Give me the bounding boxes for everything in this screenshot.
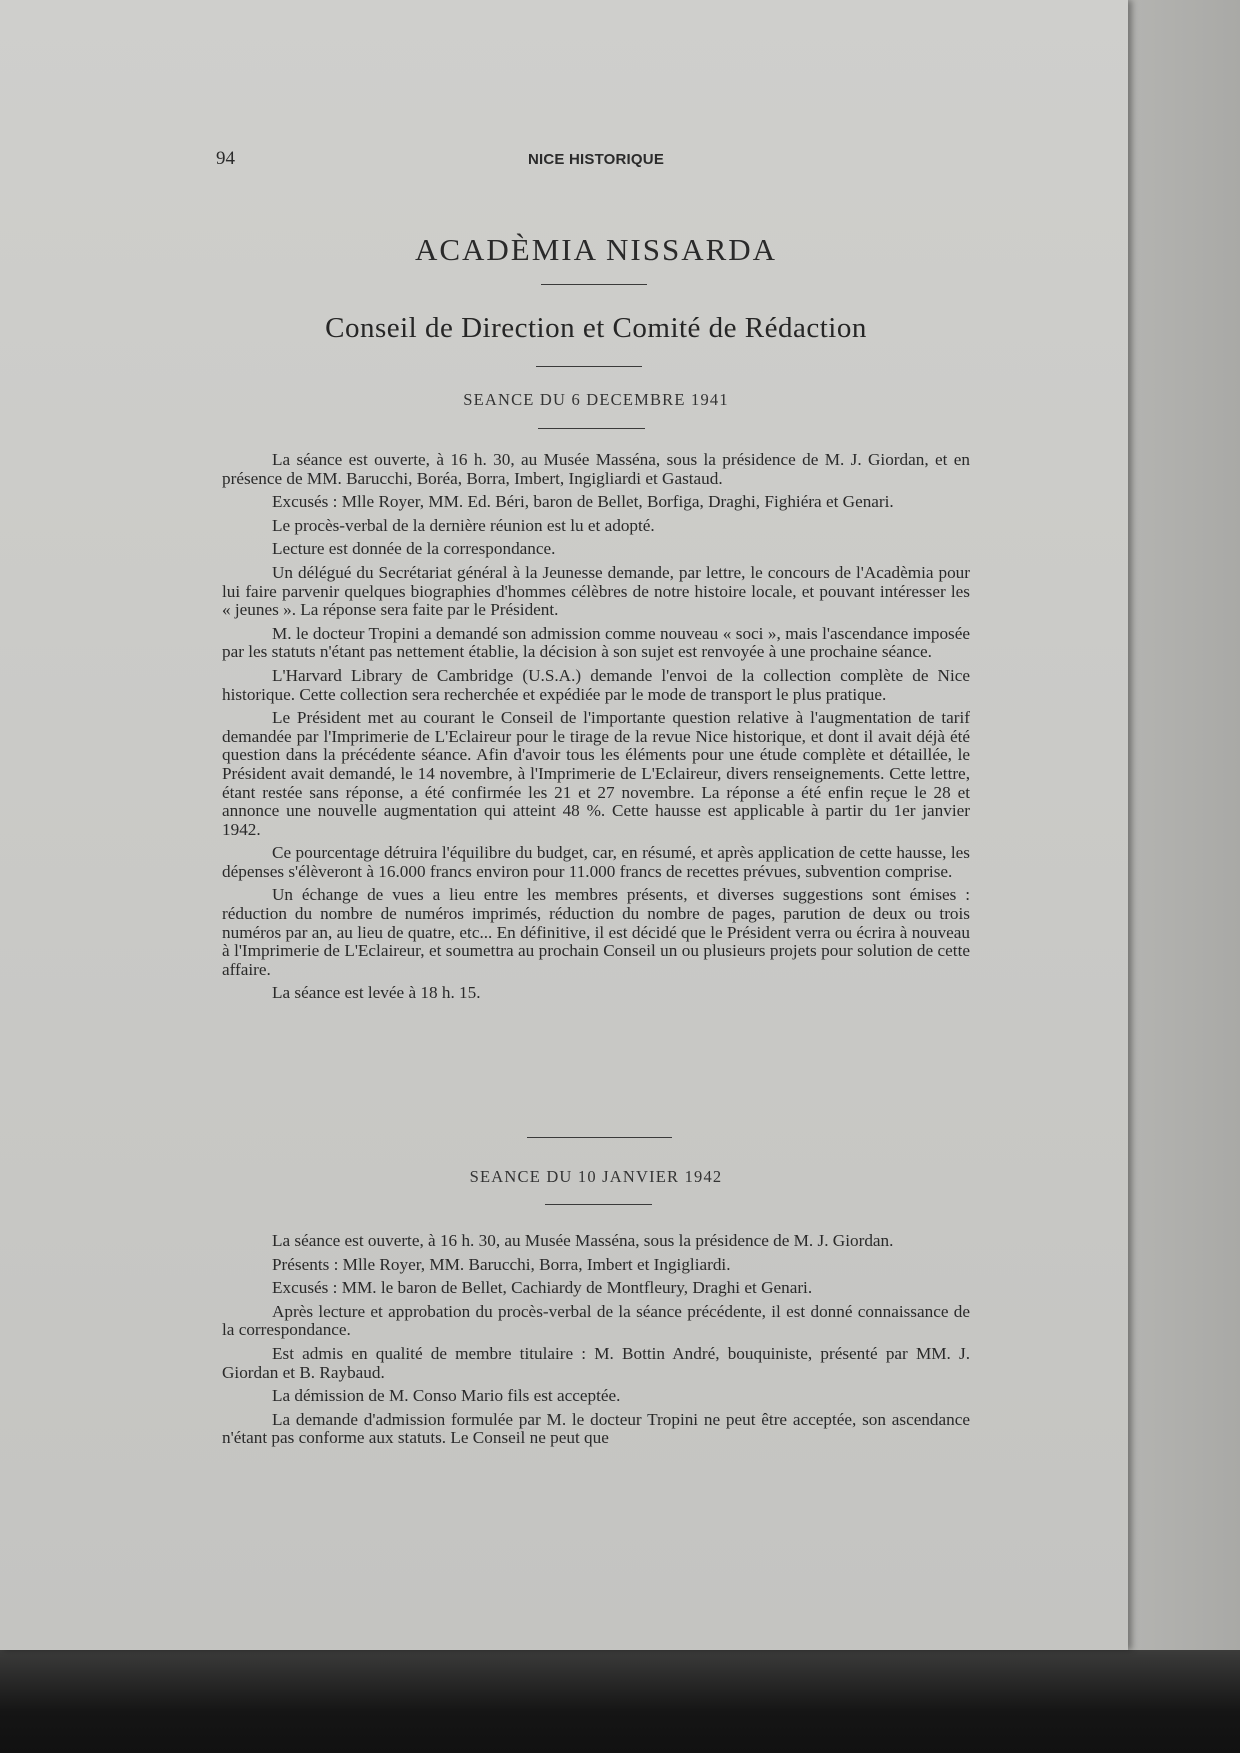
paragraph: Un échange de vues a lieu entre les membres présents, et diverses suggestions sont émises : réduction du nombre de numéros imprimés, réduction du nombre de pages, parution de deux ou trois numéros par an, au lieu de quatre, etc... En définitive, il est décidé que le Président verra ou écrira à nouveau à l'Imprimerie de L'Eclaireur, et soumettra au prochain Conseil un ou plusieurs projets pour solution de cette affaire. (222, 885, 970, 979)
section-separator (527, 1137, 672, 1138)
section-1-divider (538, 428, 645, 429)
paragraph: Excusés : MM. le baron de Bellet, Cachiardy de Montfleury, Draghi et Genari. (272, 1278, 813, 1298)
paragraph: Ce pourcentage détruira l'équilibre du budget, car, en résumé, et après application de cette hausse, les dépenses s'élèveront à 16.000 francs environ pour 11.000 francs de recettes prévues, subvention comprise. (222, 843, 970, 881)
section-2-body (222, 1232, 970, 1448)
running-head (216, 148, 1036, 172)
paragraph: Le Président met au courant le Conseil de l'importante question relative à l'augmentation de tarif demandée par l'Imprimerie de L'Eclaireur pour le tirage de la revue Nice historique, et dont il avait déjà été question dans la précédente séance. Afin d'avoir tous les éléments pour une étude complète et détaillée, le Président avait demandé, le 14 novembre, à l'Imprimerie de L'Eclaireur, divers renseignements. Cette lettre, étant restée sans réponse, a été confirmée les 21 et 27 novembre. La réponse a été enfin reçue le 28 et annonce une nouvelle augmentation qui atteint 48 %. Cette hausse est applicable à partir du 1er janvier 1942. (222, 708, 970, 839)
page-number: 94 (216, 148, 235, 169)
paragraph: Excusés : Mlle Royer, MM. Ed. Béri, baron de Bellet, Borfiga, Draghi, Fighiéra et Genari. (272, 492, 894, 512)
paragraph: La séance est ouverte, à 16 h. 30, au Musée Masséna, sous la présidence de M. J. Giordan, et en présence de MM. Barucchi, Boréa, Borra, Imbert, Ingigliardi et Gastaud. (222, 450, 970, 488)
journal-title: NICE HISTORIQUE (527, 151, 665, 168)
title-divider (541, 284, 647, 285)
paragraph: L'Harvard Library de Cambridge (U.S.A.) demande l'envoi de la collection complète de Nice historique. Cette collection sera recherchée et expédiée par le mode de transport le plus pratique. (222, 665, 970, 704)
section-heading-1: SEANCE DU 6 DECEMBRE 1941 (463, 390, 729, 409)
paragraph: La séance est ouverte, à 16 h. 30, au Musée Masséna, sous la présidence de M. J. Giordan. (272, 1231, 894, 1250)
paragraph: La séance est levée à 18 h. 15. (272, 983, 481, 1003)
section-1-body (222, 451, 970, 1003)
paragraph: Après lecture et approbation du procès-verbal de la séance précédente, il est donné connaissance de la correspondance. (222, 1301, 970, 1340)
section-heading-2: SEANCE DU 10 JANVIER 1942 (469, 1167, 723, 1186)
paragraph: Est admis en qualité de membre titulaire : M. Bottin André, bouquiniste, présenté par MM. J. Giordan et B. Raybaud. (222, 1343, 970, 1382)
page-title: ACADÈMIA NISSARDA (414, 232, 778, 267)
paragraph: La démission de M. Conso Mario fils est acceptée. (272, 1386, 621, 1406)
paragraph: Un délégué du Secrétariat général à la Jeunesse demande, par lettre, le concours de l'Acadèmia pour lui faire parvenir quelques biographies d'hommes célèbres de notre histoire locale, et pouvant intéresser les « jeunes ». La réponse sera faite par le Président. (222, 562, 970, 620)
paragraph: Lecture est donnée de la correspondance. (272, 539, 556, 559)
paragraph: La demande d'admission formulée par M. le docteur Tropini ne peut être acceptée, son ascendance n'étant pas conforme aux statuts. Le Conseil ne peut que (222, 1409, 970, 1448)
paragraph: M. le docteur Tropini a demandé son admission comme nouveau « soci », mais l'ascendance imposée par les statuts n'étant pas nettement établie, la décision à son sujet est renvoyée à une prochaine séance. (222, 623, 970, 662)
subtitle-divider (536, 366, 642, 367)
paragraph: Présents : Mlle Royer, MM. Barucchi, Borra, Imbert et Ingigliardi. (272, 1254, 731, 1274)
paragraph: Le procès-verbal de la dernière réunion est lu et adopté. (272, 515, 655, 535)
scan-bottom-shadow (0, 1650, 1240, 1753)
section-2-divider (545, 1204, 652, 1205)
page-subtitle: Conseil de Direction et Comité de Rédaction (325, 312, 867, 344)
